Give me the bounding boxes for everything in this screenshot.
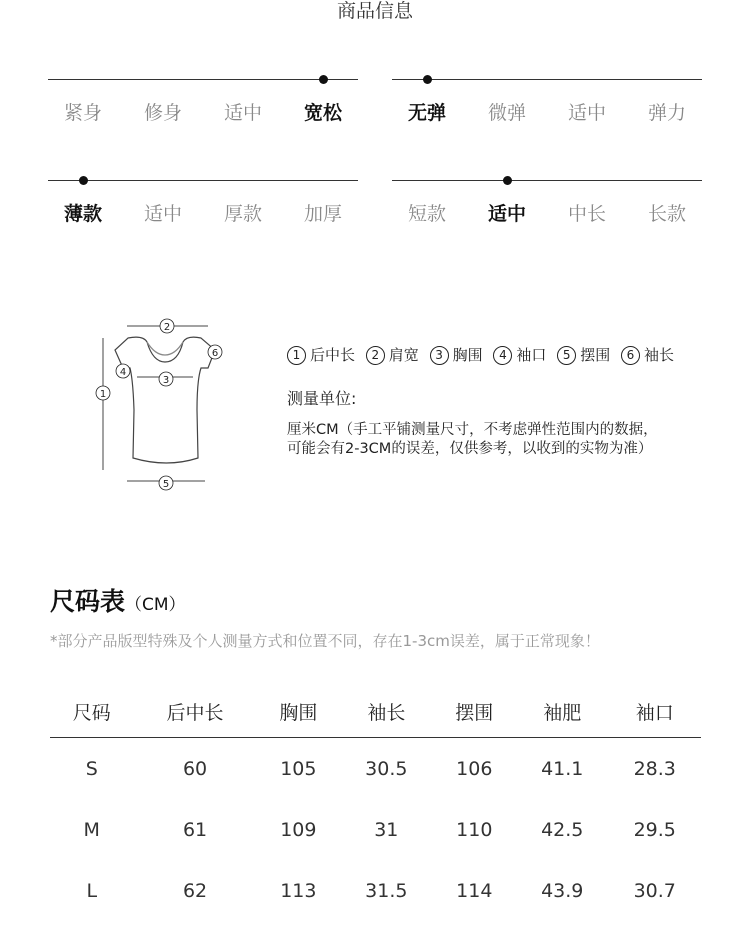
column-header: 尺码 — [50, 688, 133, 738]
size-note: *部分产品版型特殊及个人测量方式和位置不同，存在1-3cm误差，属于正常现象！ — [50, 632, 600, 650]
svg-text:6: 6 — [211, 348, 219, 359]
scale-option: 厚款 — [223, 203, 262, 225]
elasticity-scale — [392, 60, 702, 130]
table-cell: 41.1 — [541, 757, 584, 780]
marker-5 — [159, 476, 173, 490]
legend-item: 6 袖长 — [621, 344, 674, 365]
table-cell: 109 — [280, 818, 317, 841]
table-cell: 30.5 — [365, 757, 408, 780]
fit-scale — [48, 60, 358, 130]
size-table — [50, 688, 701, 921]
scale-marker — [503, 176, 512, 185]
table-cell: 62 — [182, 879, 208, 902]
neckline-icon — [147, 342, 183, 355]
scale-marker — [423, 75, 432, 84]
scale-option: 微弹 — [487, 102, 526, 124]
table-cell: 105 — [280, 757, 317, 780]
scale-option: 中长 — [567, 203, 606, 225]
svg-text:3: 3 — [162, 375, 170, 386]
scale-line — [48, 180, 358, 181]
scale-option-selected: 宽松 — [303, 102, 342, 124]
legend-item: 2 肩宽 — [366, 344, 419, 365]
column-header: 摆围 — [433, 688, 516, 738]
table-cell: 31.5 — [365, 879, 408, 902]
table-cell: 61 — [182, 818, 208, 841]
table-cell: 30.7 — [633, 879, 676, 902]
marker-1 — [96, 386, 110, 400]
column-header: 袖长 — [340, 688, 432, 738]
table-cell: 60 — [182, 757, 208, 780]
thickness-scale — [48, 161, 358, 231]
scale-option: 短款 — [407, 203, 446, 225]
length-scale — [392, 161, 702, 231]
scale-option-selected: 适中 — [487, 203, 526, 225]
column-header: 袖肥 — [516, 688, 608, 738]
scale-option-selected: 薄款 — [63, 203, 102, 225]
scale-line — [392, 180, 702, 181]
scale-option: 适中 — [223, 102, 262, 124]
scale-marker — [79, 176, 88, 185]
svg-text:1: 1 — [99, 389, 107, 400]
marker-2 — [160, 319, 174, 333]
tshirt-measurement-diagram — [85, 310, 235, 495]
table-cell: 43.9 — [541, 879, 584, 902]
size-table-heading — [50, 582, 186, 618]
marker-3 — [159, 372, 173, 386]
table-cell: 42.5 — [541, 818, 584, 841]
scale-option: 紧身 — [63, 102, 102, 124]
unit-description-line2: 可能会有2-3CM的误差，仅供参考，以收到的实物为准） — [287, 441, 653, 457]
scale-line — [48, 79, 358, 80]
table-cell: 29.5 — [633, 818, 676, 841]
svg-text:5: 5 — [162, 479, 170, 490]
table-cell: M — [83, 818, 100, 841]
column-header: 后中长 — [133, 688, 256, 738]
scale-option: 弹力 — [647, 102, 686, 124]
scale-line — [392, 79, 702, 80]
unit-description-line1: 厘米CM（手工平铺测量尺寸，不考虑弹性范围内的数据， — [287, 422, 658, 438]
scale-option-selected: 无弹 — [407, 102, 446, 124]
table-cell: 106 — [456, 757, 493, 780]
legend-item: 3 胸围 — [430, 344, 483, 365]
marker-4 — [116, 364, 130, 378]
size-table-title: 尺码表 — [50, 587, 126, 616]
column-header: 袖口 — [608, 688, 701, 738]
scale-marker — [319, 75, 328, 84]
measurement-legend — [287, 344, 747, 365]
unit-title: 测量单位: — [287, 389, 357, 408]
legend-item: 4 袖口 — [493, 344, 546, 365]
svg-text:2: 2 — [163, 322, 171, 333]
legend-item: 5 摆围 — [557, 344, 610, 365]
legend-item: 1 后中长 — [287, 344, 355, 365]
section-title: 商品信息 — [336, 0, 413, 22]
scale-option: 加厚 — [303, 203, 342, 225]
scale-option: 适中 — [143, 203, 182, 225]
table-row — [50, 738, 701, 800]
size-table-unit: （CM） — [125, 595, 186, 615]
table-cell: 114 — [456, 879, 493, 902]
table-cell: 28.3 — [633, 757, 676, 780]
marker-6 — [208, 345, 222, 359]
tshirt-outline-icon — [115, 337, 215, 463]
table-row — [50, 860, 701, 921]
scale-option: 长款 — [647, 203, 686, 225]
table-cell: L — [86, 879, 98, 902]
column-header: 胸围 — [257, 688, 340, 738]
table-header-row — [50, 688, 701, 738]
scale-option: 修身 — [143, 102, 182, 124]
table-cell: 31 — [374, 818, 399, 841]
table-cell: 110 — [456, 818, 493, 841]
table-row — [50, 799, 701, 860]
scale-option: 适中 — [567, 102, 606, 124]
table-cell: S — [85, 757, 98, 780]
svg-text:4: 4 — [119, 367, 127, 378]
table-cell: 113 — [280, 879, 317, 902]
